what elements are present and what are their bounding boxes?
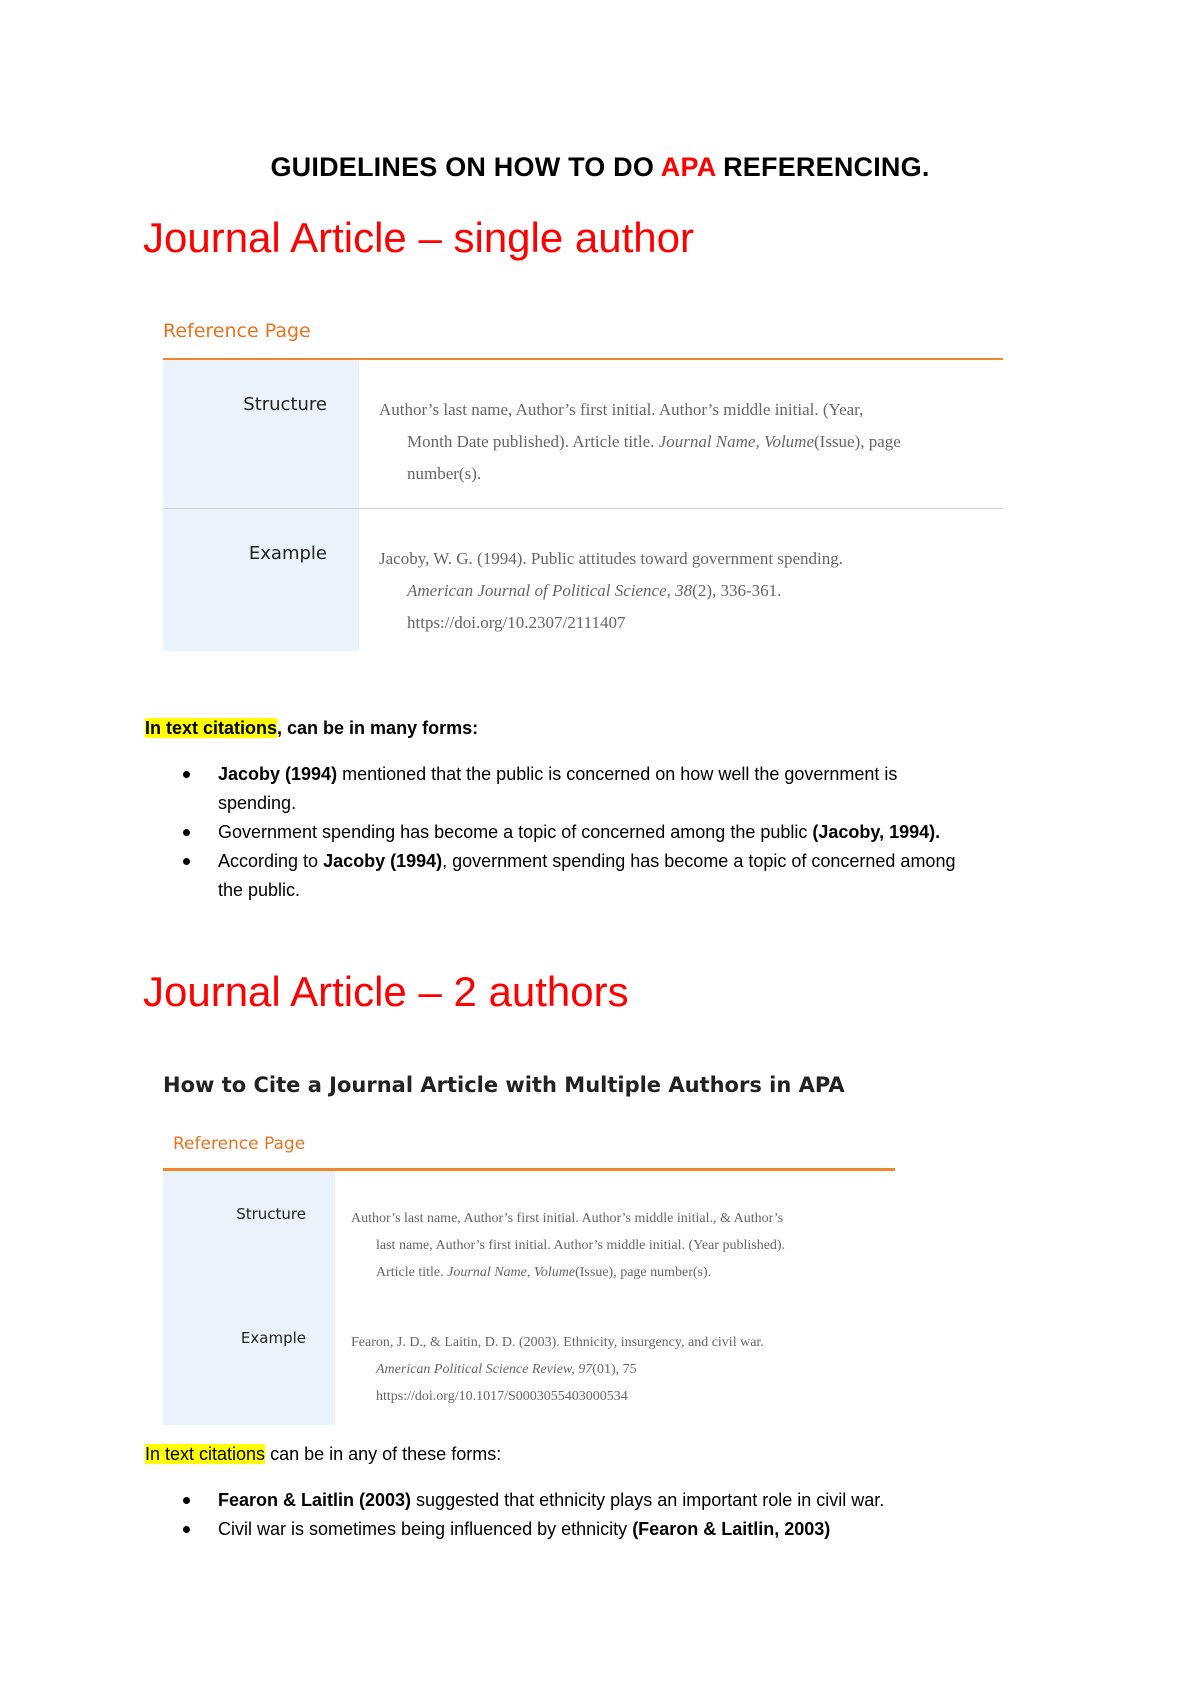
list-item: Civil war is sometimes being influenced by ethnicity (Fearon & Laitlin, 2003) xyxy=(145,1515,1065,1544)
bullet-icon xyxy=(183,858,190,865)
citation-list-two-authors xyxy=(145,1486,1065,1544)
highlighted-term: In text citations xyxy=(145,718,278,738)
structure-text: Author’s last name, Author’s first initial. Author’s middle initial., & Author’s last name, Author’s first initial. Author’s middle initial. (Year published). Article title. Journal Name, Volume(Issue), page number(s). xyxy=(351,1211,786,1280)
list-item: Jacoby (1994) mentioned that the public is concerned on how well the government is spending. xyxy=(145,760,1065,818)
list-item: Government spending has become a topic of concerned among the public (Jacoby, 1994). xyxy=(145,818,1065,847)
bullet-icon xyxy=(183,771,190,778)
reference-table-single-author xyxy=(163,320,1003,651)
example-label: Example xyxy=(163,1299,335,1425)
structure-row xyxy=(163,1171,895,1299)
example-text: Jacoby, W. G. (1994). Public attitudes toward government spending. American Journal of Political Science, 38(2), 336-361. https://doi.org/10.2307/2111407 xyxy=(379,549,843,632)
in-text-citations-intro: In text citations can be in any of these forms: xyxy=(145,1444,502,1464)
structure-text: Author’s last name, Author’s first initial. Author’s middle initial. (Year, Month Date published). Article title. Journal Name, Volume(Issue), page number(s). xyxy=(379,400,901,483)
example-text: Fearon, J. D., & Laitin, D. D. (2003). Ethnicity, insurgency, and civil war. American Political Science Review, 97(01), 75 https://doi.org/10.1017/S0003055403000534 xyxy=(351,1335,764,1404)
section-heading-two-authors: Journal Article – 2 authors xyxy=(143,968,629,1015)
in-text-citations-intro: In text citations, can be in many forms: xyxy=(145,718,479,738)
multiple-authors-subtitle: How to Cite a Journal Article with Multiple Authors in APA xyxy=(163,1073,845,1097)
reference-page-label: Reference Page xyxy=(163,320,311,342)
bullet-icon xyxy=(183,1497,190,1504)
structure-row xyxy=(163,360,1003,508)
list-item: According to Jacoby (1994), government spending has become a topic of concerned among the public. xyxy=(145,847,1065,905)
highlighted-term: In text citations xyxy=(145,1444,266,1464)
section-heading-single-author: Journal Article – single author xyxy=(143,214,694,261)
example-row xyxy=(163,509,1003,651)
citation-list-single-author xyxy=(145,760,1065,905)
reference-page-label: Reference Page xyxy=(173,1134,306,1154)
structure-label: Structure xyxy=(163,1171,335,1299)
example-label: Example xyxy=(163,509,359,651)
structure-label: Structure xyxy=(163,360,359,508)
bullet-icon xyxy=(183,1526,190,1533)
example-row xyxy=(163,1299,895,1425)
page-title: GUIDELINES ON HOW TO DO APA REFERENCING. xyxy=(270,152,930,182)
list-item: Fearon & Laitlin (2003) suggested that ethnicity plays an important role in civil war. xyxy=(145,1486,1065,1515)
bullet-icon xyxy=(183,829,190,836)
title-accent: APA xyxy=(660,152,716,182)
reference-table-two-authors xyxy=(163,1134,895,1425)
